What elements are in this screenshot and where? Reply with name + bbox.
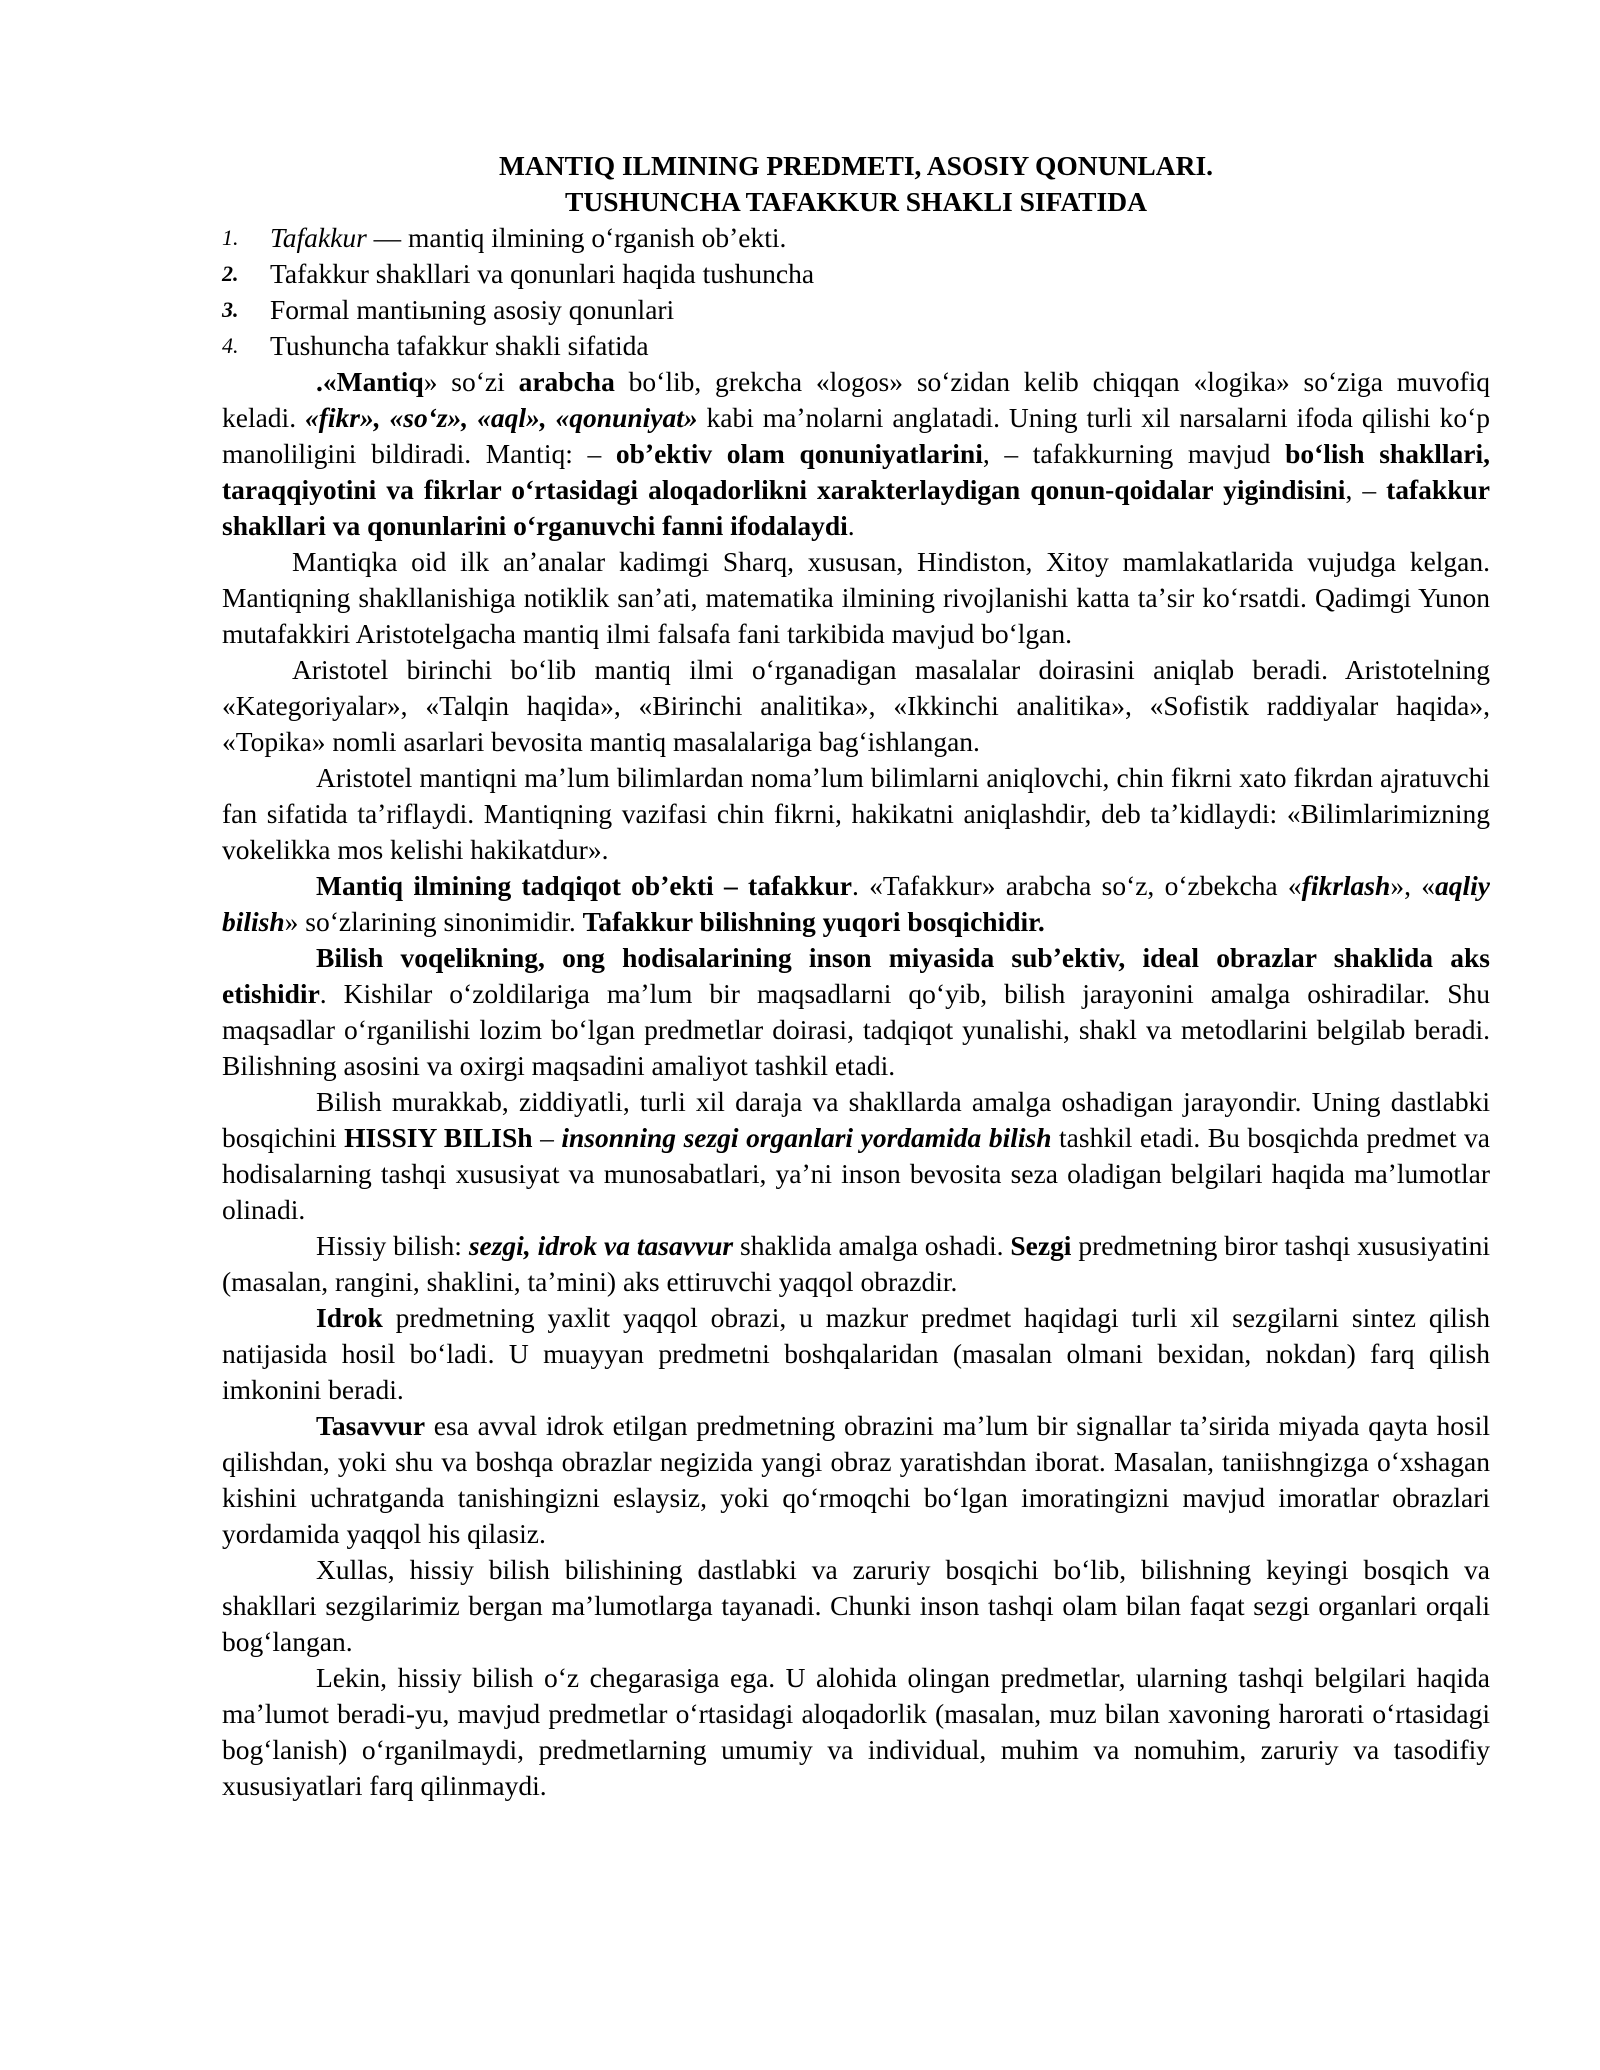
document-title-line-2: TUSHUNCHA TAFAKKUR SHAKLI SIFATIDA: [565, 186, 1147, 217]
text-run: » soʻzlarining sinonimidir.: [284, 906, 583, 937]
topic-text: — mantiq ilmining oʻrganish obʼekti.: [366, 222, 787, 253]
text-run: Bilish murakkab, ziddiyatli, turli xil daraja va shakllarda amalga oshadigan jarayondir. Uning dastlabki bosqichini: [222, 1086, 1490, 1153]
text-run: Mantiq ilmining tadqiqot obʼekti – tafakkur: [316, 870, 852, 901]
topic-number: 2.: [222, 261, 239, 286]
topic-list-item: [222, 220, 1490, 256]
paragraph-cognition: [222, 940, 1490, 1084]
document-title-line-1: MANTIQ ILMINING PREDMETI, ASOSIY QONUNLARI.: [498, 150, 1214, 181]
paragraph-research-object: [222, 868, 1490, 940]
topic-text: Tushuncha tafakkur shakli sifatida: [270, 330, 649, 361]
text-run: », «: [1390, 870, 1435, 901]
text-run: esa avval idrok etilgan predmetning obrazini maʼlum bir signallar taʼsirida miyada qayta hosil qilishdan, yoki shu va boshqa obrazlar negizida yangi obraz yaratishdan iborat. Masalan, taniishngizga oʻxshagan kishini uchratganda tanishingizni eslaysiz, yoki qoʻrmoqchi boʻlgan imoratingizni mavjud imoratlar obrazlari yordamida yaqqol his qilasiz.: [222, 1410, 1490, 1549]
text-run: . Kishilar oʻzoldilariga maʼlum bir maqsadlarni qoʻyib, bilish jarayonini amalga oshiradilar. Shu maqsadlar oʻrganilishi lozim boʻlgan predmetlar doirasi, tadqiqot yunalishi, shakl va metodlarini belgilab beradi. Bilishning asosini va oxirgi maqsadini amaliyot tashkil etadi.: [222, 978, 1490, 1081]
text-run: . «Tafakkur» arabcha soʻz, oʻzbekcha «: [851, 870, 1302, 901]
text-run: boʻlib, grekcha «logos» soʻzidan kelib chiqqan «logika» soʻziga muvofiq keladi.: [222, 366, 1490, 433]
text-run: «fikr», «soʻz», «aql», «qonuniyat»: [304, 402, 698, 433]
text-run: shaklida amalga oshadi.: [733, 1230, 1011, 1261]
text-run: Idrok: [316, 1302, 383, 1333]
text-run: , – tafakkurning mavjud: [982, 438, 1286, 469]
paragraph-aristotle-definition: Aristotel mantiqni maʼlum bilimlardan nomaʼlum bilimlarni aniqlovchi, chin fikrni xato fikrdan ajratuvchi fan sifatida taʼriflaydi. Mantiqning vazifasi chin fikrni, hakikatni aniqlashdir, deb taʼkidlaydi: «Bilimlarimizning vokelikka mos kelishi hakikatdur».: [222, 762, 1490, 865]
topic-text: Formal mantiыning asosiy qonunlari: [270, 294, 675, 325]
topic-list-item: [222, 328, 1490, 364]
paragraph-history: Mantiqka oid ilk anʼanalar kadimgi Sharq, xususan, Hindiston, Xitoy mamlakatlarida vujudga kelgan. Mantiqning shakllanishiga notiklik sanʼati, matematika ilmining rivojlanishi katta taʼsir koʻrsatdi. Qadimgi Yunon mutafakkiri Aristotelgacha mantiq ilmi falsafa fani tarkibida mavjud boʻlgan.: [222, 546, 1490, 649]
paragraph-perception: [222, 1300, 1490, 1408]
topic-number: 1.: [222, 225, 239, 250]
text-run: Sezgi: [1010, 1230, 1072, 1261]
paragraph-summary: Xullas, hissiy bilish bilishining dastlabki va zaruriy bosqichi boʻlib, bilishning keyingi bosqich va shakllari sezgilarimiz bergan maʼlumotlarga tayanadi. Chunki inson tashqi olam bilan faqat sezgi organlari orqali bogʻlangan.: [222, 1554, 1490, 1657]
text-run: .: [847, 510, 855, 541]
text-run: insonning sezgi organlari yordamida bilish: [561, 1122, 1052, 1153]
text-run: .«: [316, 366, 337, 397]
topic-number: 3.: [222, 297, 239, 322]
text-run: sezgi, idrok va tasavvur: [468, 1230, 734, 1261]
topic-lead-word: Tafakkur: [270, 222, 367, 253]
topic-list-item: [222, 256, 1490, 292]
topic-number: 4.: [222, 333, 239, 358]
document-page: [222, 148, 1490, 1804]
text-run: tashkil etadi. Bu bosqichda predmet va hodisalarning tashqi xususiyat va munosabatlari, yaʼni inson bevosita seza oladigan belgilari haqida maʼlumotlar olinadi.: [222, 1122, 1490, 1225]
paragraph-imagination: [222, 1408, 1490, 1552]
text-run: –: [532, 1122, 562, 1153]
text-run: Hissiy bilish:: [316, 1230, 469, 1261]
text-run: Tafakkur bilishning yuqori bosqichidir.: [582, 906, 1045, 937]
text-run: Mantiq: [336, 366, 424, 397]
text-run: Bilish voqelikning, ong hodisalarining inson miyasida subʼektiv, ideal obrazlar shaklida aks etishidir: [222, 942, 1490, 1009]
paragraph-mantiq-definition: [222, 364, 1490, 544]
text-run: predmetning biror tashqi xususiyatini (masalan, rangini, shaklini, taʼmini) aks ettiruvchi yaqqol obrazdir.: [222, 1230, 1491, 1297]
text-run: obʼektiv olam qonuniyatlarini: [615, 438, 983, 469]
text-run: tafakkur shakllari va qonunlarini oʻrganuvchi fanni ifodalaydi: [222, 474, 1490, 541]
text-run: kabi maʼnolarni anglatadi. Uning turli xil narsalarni ifoda qilishi koʻp manoliligini bildiradi. Mantiq: –: [222, 402, 1490, 469]
paragraph-sensory-cognition: [222, 1084, 1490, 1228]
text-run: Tasavvur: [316, 1410, 426, 1441]
text-run: , –: [1345, 474, 1387, 505]
text-run: HISSIY BILISh: [344, 1122, 533, 1153]
text-run: » soʻzi: [423, 366, 519, 397]
text-run: predmetning yaxlit yaqqol obrazi, u mazkur predmet haqidagi turli xil sezgilarni sintez qilish natijasida hosil boʻladi. U muayyan predmetni boshqalaridan (masalan olmani bexidan, nokdan) farq qilish imkonini beradi.: [222, 1302, 1490, 1405]
paragraph-sensation: [222, 1228, 1490, 1300]
text-run: fikrlash: [1301, 870, 1391, 901]
paragraph-limits: Lekin, hissiy bilish oʻz chegarasiga ega. U alohida olingan predmetlar, ularning tashqi belgilari haqida maʼlumot beradi-yu, mavjud predmetlar oʻrtasidagi aloqadorlik (masalan, muz bilan xavoning harorati oʻrtasidagi bogʻlanish) oʻrganilmaydi, predmetlarning umumiy va individual, muhim va nomuhim, zaruriy va tasodifiy xususiyatlari farq qilinmaydi.: [222, 1662, 1490, 1801]
topic-list-item: [222, 292, 1490, 328]
text-run: arabcha: [518, 366, 615, 397]
text-run: boʻlish shakllari, taraqqiyotini va fikrlar oʻrtasidagi aloqadorlikni xarakterlaydigan qonun-qoidalar yigindisini: [222, 438, 1490, 505]
paragraph-aristotle: Aristotel birinchi boʻlib mantiq ilmi oʻrganadigan masalalar doirasini aniqlab beradi. Aristotelning «Kategoriyalar», «Talqin haqida», «Birinchi analitika», «Ikkinchi analitika», «Sofistik raddiyalar haqida», «Topika» nomli asarlari bevosita mantiq masalalariga bagʻishlangan.: [222, 654, 1490, 757]
topic-text: Tafakkur shakllari va qonunlari haqida tushuncha: [270, 258, 815, 289]
topic-list: [222, 220, 1490, 364]
text-run: aqliy bilish: [222, 870, 1490, 937]
